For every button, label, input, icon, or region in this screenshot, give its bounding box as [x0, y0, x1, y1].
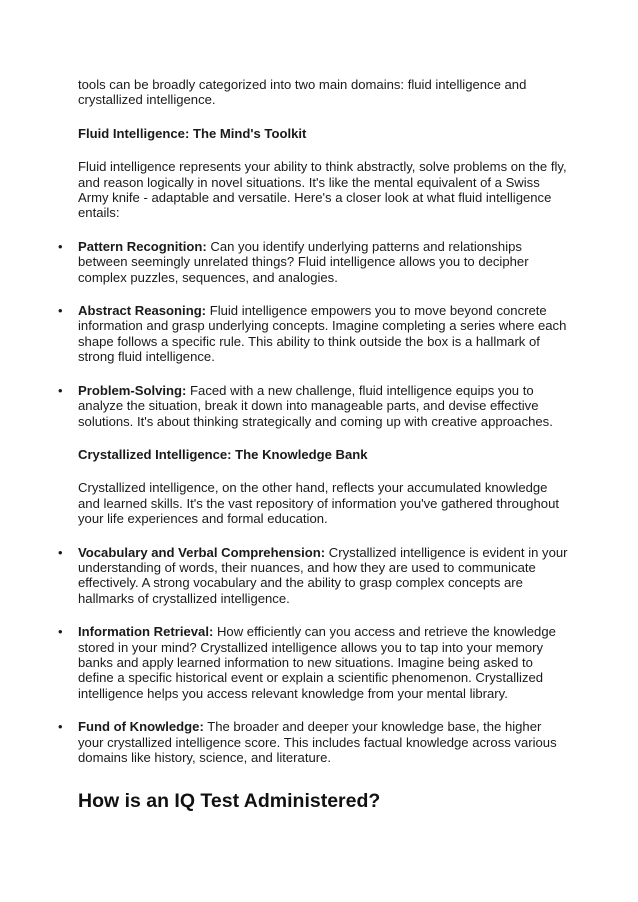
list-item-term: Problem-Solving:	[78, 382, 187, 398]
list-item	[58, 719, 568, 765]
bullet-icon: •	[58, 238, 63, 254]
crystallized-intelligence-paragraph: Crystallized intelligence, on the other hand, reflects your accumulated knowledge and learned skills. It's the vast repository of information you've gathered throughout your life experiences and formal education.	[78, 480, 560, 527]
section-heading: How is an IQ Test Administered?	[78, 790, 381, 813]
list-item-text: How efficiently can you access and retrieve the knowledge stored in your mind? Crystallized intelligence allows you to tap into your memory banks and apply learned information to new situations. Imagine being asked to define a specific historical event or explain a scientific phenomenon. Crystallized intelligence helps you access relevant knowledge from your mental library.	[78, 624, 556, 701]
list-item	[58, 544, 568, 607]
list-item	[58, 238, 568, 285]
bullet-icon: •	[58, 303, 63, 319]
list-item-term: Abstract Reasoning:	[78, 303, 207, 319]
list-item-text: The broader and deeper your knowledge base, the higher your crystallized intelligence score. This includes factual knowledge across various domains like history, science, and literature.	[78, 719, 557, 765]
page-content	[58, 77, 568, 813]
list-item	[58, 303, 568, 365]
bullet-icon: •	[58, 544, 63, 560]
fluid-intelligence-heading: Fluid Intelligence: The Mind's Toolkit	[78, 125, 307, 141]
list-item-term: Information Retrieval:	[78, 624, 214, 640]
list-item	[58, 382, 568, 429]
bullet-icon: •	[58, 382, 63, 398]
crystallized-intelligence-list	[58, 544, 568, 766]
bullet-icon: •	[58, 624, 63, 640]
crystallized-intelligence-heading: Crystallized Intelligence: The Knowledge Bank	[78, 446, 368, 462]
list-item-text: Crystallized intelligence is evident in your understanding of words, their nuances, and how they are used to communicate effectively. A strong vocabulary and the ability to grasp complex concepts are hallmarks of crystallized intelligence.	[78, 544, 568, 606]
list-item-text: Fluid intelligence empowers you to move beyond concrete information and grasp underlying concepts. Imagine completing a series where each shape follows a specific rule. This ability to think outside the box is a hallmark of strong fluid intelligence.	[78, 303, 567, 365]
list-item	[58, 624, 568, 701]
list-item-term: Fund of Knowledge:	[78, 719, 204, 735]
fluid-intelligence-list	[58, 238, 568, 429]
list-item-text: Can you identify underlying patterns and relationships between seemingly unrelated things? Fluid intelligence allows you to decipher complex puzzles, sequences, and analogies.	[78, 238, 529, 285]
list-item-text: Faced with a new challenge, fluid intelligence equips you to analyze the situation, break it down into manageable parts, and devise effective solutions. It's about thinking strategically and coming up with creative approaches.	[78, 382, 553, 429]
list-item-term: Vocabulary and Verbal Comprehension:	[78, 544, 326, 560]
intro-paragraph: tools can be broadly categorized into two main domains: fluid intelligence and crystallized intelligence.	[78, 77, 527, 108]
bullet-icon: •	[58, 719, 63, 735]
list-item-term: Pattern Recognition:	[78, 238, 207, 254]
fluid-intelligence-paragraph: Fluid intelligence represents your ability to think abstractly, solve problems on the fly, and reason logically in novel situations. It's like the mental equivalent of a Swiss Army knife - adaptable and versatile. Here's a closer look at what fluid intelligence entails:	[78, 159, 567, 221]
